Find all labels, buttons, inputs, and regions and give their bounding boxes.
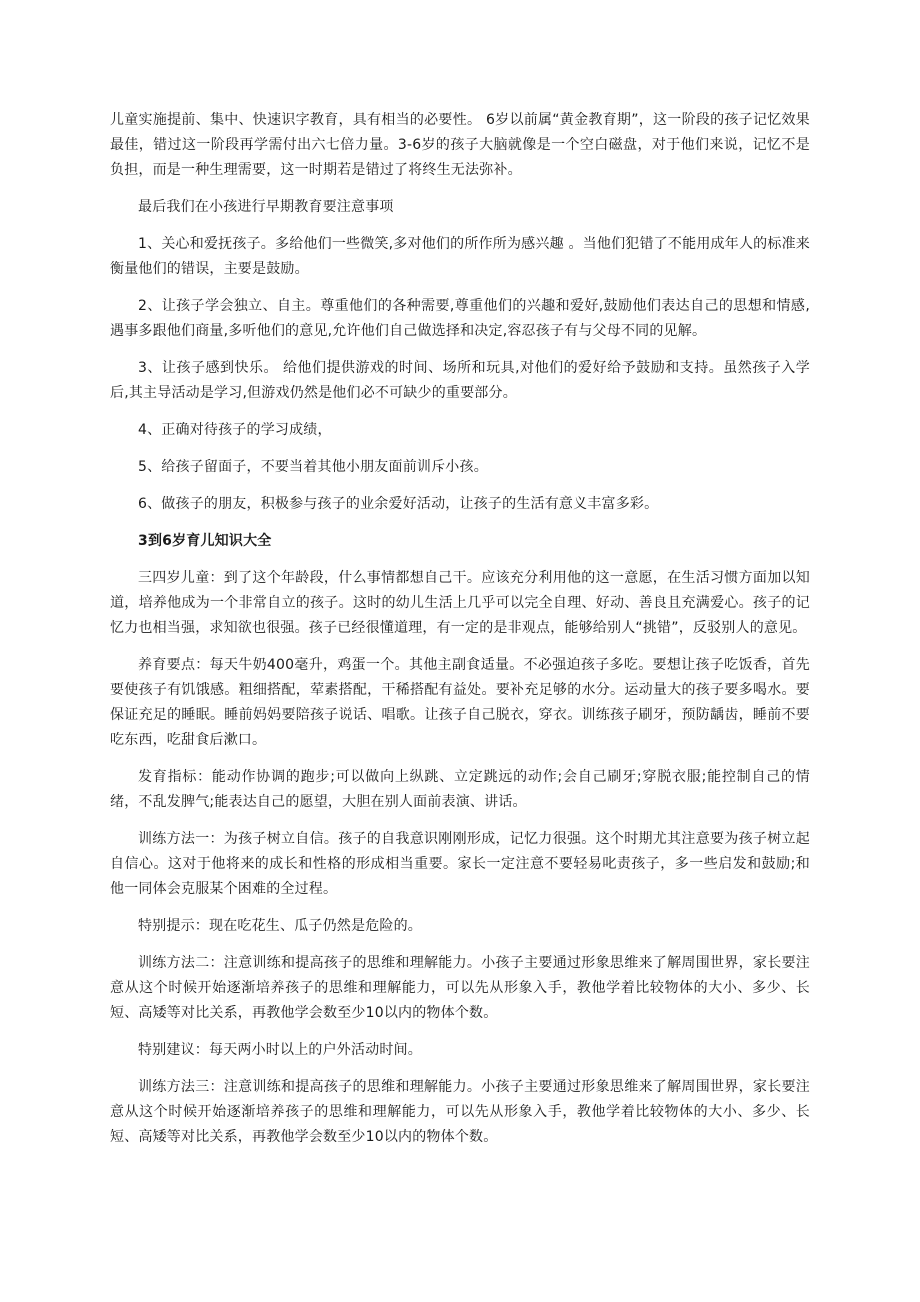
body-paragraph: 发育指标：能动作协调的跑步;可以做向上纵跳、立定跳远的动作;会自己刷牙;穿脱衣服;能控制自己的情绪，不乱发脾气;能表达自己的愿望，大胆在别人面前表演、讲话。 [110,769,810,810]
body-paragraph: 儿童实施提前、集中、快速识字教育，具有相当的必要性。 6岁以前属“黄金教育期”，这一阶段的孩子记忆效果最佳，错过这一阶段再学需付出六七倍力量。3-6岁的孩子大脑就像是一个空白磁盘，对于他们来说，记忆不是负担，而是一种生理需要，这一时期若是错过了将终生无法弥补。 [110,112,810,178]
section-intro-paragraph: 最后我们在小孩进行早期教育要注意事项 [138,199,394,215]
body-paragraph: 训练方法二：注意训练和提高孩子的思维和理解能力。小孩子主要通过形象思维来了解周围世界，家长要注意从这个时候开始逐渐培养孩子的思维和理解能力，可以先从形象入手，教他学着比较物体的大小、多少、长短、高矮等对比关系，再教他学会数至少10以内的物体个数。 [110,955,810,1021]
tip-paragraph: 特别提示：现在吃花生、瓜子仍然是危险的。 [138,918,422,934]
section-heading: 3到6岁育儿知识大全 [138,533,272,549]
body-paragraph: 训练方法三：注意训练和提高孩子的思维和理解能力。小孩子主要通过形象思维来了解周围世界，家长要注意从这个时候开始逐渐培养孩子的思维和理解能力，可以先从形象入手，教他学着比较物体的大小、多少、长短、高矮等对比关系，再教他学会数至少10以内的物体个数。 [110,1079,810,1145]
list-item-paragraph: 4、正确对待孩子的学习成绩， [138,422,332,438]
list-item-paragraph: 1、关心和爱抚孩子。多给他们一些微笑,多对他们的所作所为感兴趣 。当他们犯错了不能用成年人的标准来衡量他们的错误，主要是鼓励。 [110,236,810,277]
body-paragraph: 养育要点：每天牛奶400毫升，鸡蛋一个。其他主副食适量。不必强迫孩子多吃。要想让孩子吃饭香，首先要使孩子有饥饿感。粗细搭配，荤素搭配，干稀搭配有益处。要补充足够的水分。运动量大的孩子要多喝水。要保证充足的睡眠。睡前妈妈要陪孩子说话、唱歌。让孩子自己脱衣，穿衣。训练孩子刷牙，预防龋齿，睡前不要吃东西，吃甜食后漱口。 [110,657,810,748]
body-paragraph: 训练方法一：为孩子树立自信。孩子的自我意识刚刚形成，记忆力很强。这个时期尤其注意要为孩子树立起自信心。这对于他将来的成长和性格的形成相当重要。家长一定注意不要轻易叱责孩子，多一些启发和鼓励;和他一同体会克服某个困难的全过程。 [110,831,810,897]
list-item-paragraph: 5、给孩子留面子，不要当着其他小朋友面前训斥小孩。 [138,459,488,475]
tip-paragraph: 特别建议：每天两小时以上的户外活动时间。 [138,1042,422,1058]
body-paragraph: 三四岁儿童：到了这个年龄段，什么事情都想自己干。应该充分利用他的这一意愿，在生活习惯方面加以知道，培养他成为一个非常自立的孩子。这时的幼儿生活上几乎可以完全自理、好动、善良且充满爱心。孩子的记忆力也相当强，求知欲也很强。孩子已经很懂道理，有一定的是非观点，能够给别人“挑错”，反驳别人的意见。 [110,570,810,636]
list-item-paragraph: 6、做孩子的朋友，积极参与孩子的业余爱好活动，让孩子的生活有意义丰富多彩。 [138,496,659,512]
list-item-paragraph: 2、让孩子学会独立、自主。尊重他们的各种需要,尊重他们的兴趣和爱好,鼓励他们表达自己的思想和情感,遇事多跟他们商量,多听他们的意见,允许他们自己做选择和决定,容忍孩子有与父母不同的见解。 [110,298,810,339]
list-item-paragraph: 3、让孩子感到快乐。 给他们提供游戏的时间、场所和玩具,对他们的爱好给予鼓励和支持。虽然孩子入学后,其主导活动是学习,但游戏仍然是他们必不可缺少的重要部分。 [110,360,810,401]
